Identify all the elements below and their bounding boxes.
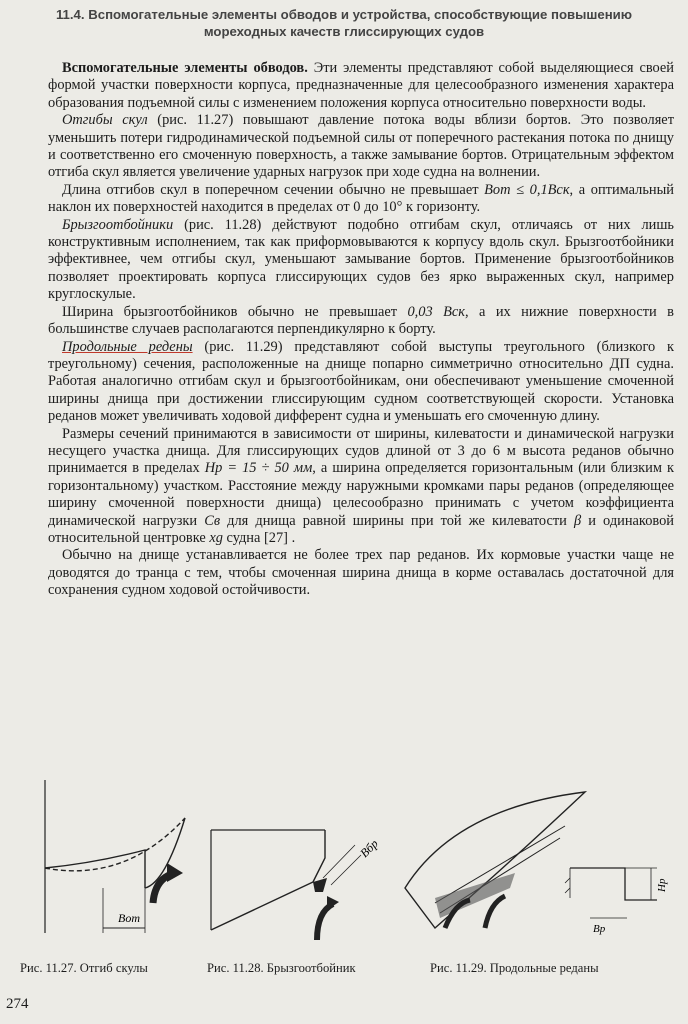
symbol: β (573, 512, 582, 529)
figure-11-29-diagram (395, 788, 685, 948)
term-bold: Вспомогательные элементы обводов. (62, 60, 308, 76)
symbol: xg (209, 529, 223, 546)
paragraph-4: Брызгоотбойники (рис. 11.28) действуют подобно отгибам скул, отличаясь от них лишь конструктивным исполнением, так как приформовываются к корпусу вдоль скул. Брызгоотбойники эффективнее, чем отгибы скул, уменьшают замывание бортов. Применение брызгоотбойников позволяет проектировать корпуса глиссирующих судов без ярко выраженных скул, например круглоскулые. (48, 216, 674, 303)
paragraph-2: Отгибы скул (рис. 11.27) повышают давление потока воды вблизи бортов. Это позволяет уменьшить потери гидродинамической подъемной силы от поперечного растекания потока по днищу и соответственно его смоченную поверхность, а также замывание бортов. Отрицательным эффектом отгиба скул является увеличение ударных нагрузок при ходе судна на волнении. (48, 112, 674, 181)
caption-fig-11-27: Рис. 11.27. Отгиб скулы (20, 961, 148, 975)
formula: 0,03 Bск (407, 303, 465, 320)
body-text (48, 60, 674, 600)
label-bot: Bот (118, 911, 140, 925)
label-bbr: Bбр (357, 836, 381, 861)
paragraph-5: Ширина брызгоотбойников обычно не превышает 0,03 Bск, а их нижние поверхности в большинстве случаев располагаются перпендикулярно к борту. (48, 303, 674, 338)
symbol: Cв (204, 512, 221, 529)
paragraph-3: Длина отгибов скул в поперечном сечении обычно не превышает Bот ≤ 0,1Bск, а оптимальный наклон их поверхностей находится в пределах от 0 до 10° к горизонту. (48, 181, 675, 216)
paragraph-1: Вспомогательные элементы обводов. Эти элементы представляют собой выделяющиеся своей формой участки поверхности корпуса, предназначенные для целесообразного изменения характера образования подъемной силы с изменением положения корпуса относительно поверхности воды. (48, 60, 674, 111)
section-heading (0, 6, 688, 40)
term-italic: Отгибы скул (62, 112, 148, 129)
page-number: 274 (6, 996, 29, 1012)
paragraph-8: Обычно на днище устанавливается не более трех пар реданов. Их кормовые участки чаще не доводятся до транца с тем, чтобы смоченная ширина днища в корме оставалась достаточной для сохранения судном ходовой остойчивости. (48, 547, 674, 599)
figure-11-28-diagram (205, 800, 385, 945)
term-italic-underlined: Продольные редены (62, 338, 193, 355)
label-hp: Hр (656, 878, 668, 892)
formula: Hр = 15 ÷ 50 мм (204, 460, 313, 477)
label-bp: Bр (593, 923, 606, 935)
heading-line-2: мореходных качеств глиссирующих судов (203, 24, 485, 39)
figure-11-27-diagram (15, 778, 195, 943)
paragraph-7: Размеры сечений принимаются в зависимости от ширины, килеватости и динамической нагрузки несущего участка днища. Для глиссирующих судов длиной от 3 до 6 м высота реданов обычно принимается в пределах Hр = 15 ÷ 50 мм, а ширина определяется горизонтальным (или близким к горизонтальному) участком. Расстояние между наружными кромками пары реданов (определяющее ширину смоченной поверхности днища) целесообразно принимать с учетом коэффициента динамической нагрузки Cв для днища равной ширины при той же килеватости β и одинаковой относительной центровке xg судна [27] . (48, 425, 674, 546)
formula: Bот ≤ 0,1Bск (484, 181, 570, 198)
term-italic: Брызгоотбойники (62, 216, 174, 233)
heading-line-1: 11.4. Вспомогательные элементы обводов и устройства, способствующие повышению (55, 7, 633, 22)
paragraph-6: Продольные редены (рис. 11.29) представляют собой выступы треугольного (близкого к треугольному) сечения, расположенные на днище попарно симметрично относительно ДП судна. Работая аналогично отгибам скул и брызгоотбойникам, они обеспечивают уменьшение смоченной ширины днища при достижении глиссирующим судном соответствующей скорости. Установка реданов может увеличивать ходовой дифферент судна и уменьшать его смоченную длину. (48, 338, 674, 425)
caption-fig-11-28: Рис. 11.28. Брызгоотбойник (207, 961, 356, 975)
caption-fig-11-29: Рис. 11.29. Продольные реданы (430, 961, 599, 975)
